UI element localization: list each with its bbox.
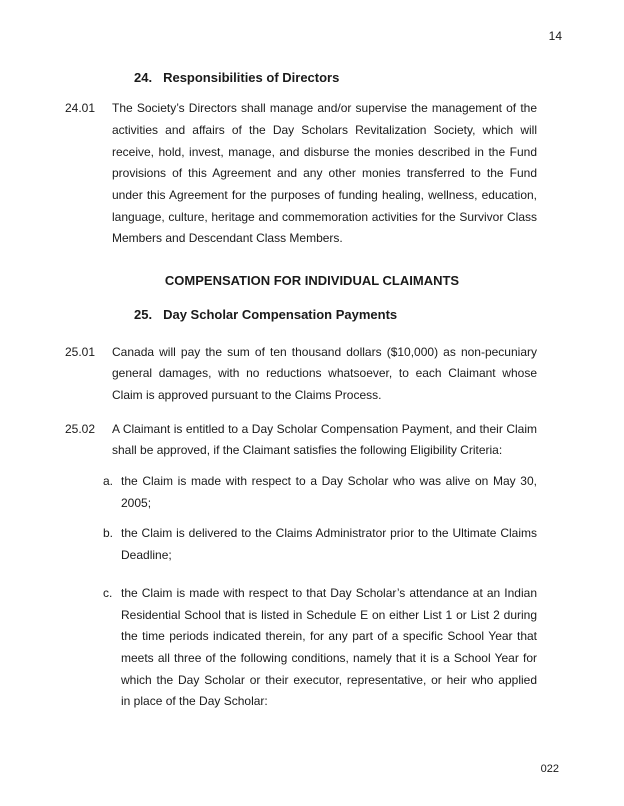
paragraph-24-01-text — [112, 98, 537, 250]
list-item-b-letter: b. — [103, 526, 114, 541]
list-item-b — [103, 523, 537, 566]
paragraph-25-02-number: 25.02 — [65, 421, 96, 436]
paragraph-24-01-number: 24.01 — [65, 101, 96, 116]
text-line: Residential School that is listed in Schedule E on either List 1 or List 2 during — [121, 607, 537, 622]
footer-page-number: 022 — [540, 763, 559, 775]
list-item-a-text — [121, 471, 537, 514]
section-heading-24 — [134, 67, 624, 89]
list-item-c-letter: c. — [103, 585, 113, 600]
text-line: general damages, with no reductions whatsoever, to each Claimant whose — [112, 366, 537, 381]
text-line: meets all three of the following conditions, namely that it is a School Year for — [121, 650, 537, 665]
paragraph-25-01 — [65, 342, 537, 407]
text-line: receive, hold, invest, manage, and disburse the monies described in the Fund — [112, 144, 537, 159]
text-line: shall be approved, if the Claimant satisfies the following Eligibility Criteria: — [112, 443, 503, 458]
text-line: provisions of this Agreement and any other monies transferred to the Fund — [112, 166, 537, 181]
section-heading-25 — [134, 304, 624, 326]
section-24-number: 24. — [134, 69, 153, 85]
paragraph-24-01 — [65, 98, 537, 250]
list-item-b-text — [121, 523, 537, 566]
section-25-title: Day Scholar Compensation Payments — [163, 306, 398, 322]
list-item-a — [103, 471, 537, 514]
text-line: Canada will pay the sum of ten thousand dollars ($10,000) as non-pecuniary — [112, 344, 537, 359]
text-line: the Claim is delivered to the Claims Administrator prior to the Ultimate Claims — [121, 526, 537, 541]
text-line: the Claim is made with respect to that Day Scholar’s attendance at an Indian — [121, 585, 537, 600]
text-line: 2005; — [121, 495, 152, 510]
text-line: the Claim is made with respect to a Day Scholar who was alive on May 30, — [121, 474, 537, 489]
text-line: Members and Descendant Class Members. — [112, 231, 343, 246]
paragraph-25-01-number: 25.01 — [65, 344, 96, 359]
text-line: which the Day Scholar or their executor, representative, or heir who applied — [121, 672, 537, 687]
paragraph-25-02 — [65, 419, 537, 462]
list-item-c — [103, 583, 537, 713]
page-number: 14 — [548, 29, 562, 43]
paragraph-25-01-text — [112, 342, 537, 407]
text-line: Deadline; — [121, 548, 172, 563]
text-line: the time periods indicated therein, for any part of a specific School Year that — [121, 629, 537, 644]
compensation-section-heading: COMPENSATION FOR INDIVIDUAL CLAIMANTS — [164, 273, 460, 289]
list-item-a-letter: a. — [103, 474, 114, 489]
text-line: under this Agreement for the purposes of funding healing, wellness, education, — [112, 188, 537, 203]
list-item-c-text — [121, 583, 537, 713]
text-line: A Claimant is entitled to a Day Scholar Compensation Payment, and their Claim — [112, 421, 537, 436]
text-line: The Society’s Directors shall manage and/or supervise the management of the — [112, 101, 537, 116]
text-line: activities and affairs of the Day Scholars Revitalization Society, which will — [112, 122, 537, 137]
text-line: language, culture, heritage and commemoration activities for the Survivor Class — [112, 209, 537, 224]
section-25-number: 25. — [134, 306, 153, 322]
text-line: in place of the Day Scholar: — [121, 694, 268, 709]
text-line: Claim is approved pursuant to the Claims Process. — [112, 387, 382, 402]
section-24-title: Responsibilities of Directors — [163, 69, 340, 85]
paragraph-25-02-text — [112, 419, 537, 462]
